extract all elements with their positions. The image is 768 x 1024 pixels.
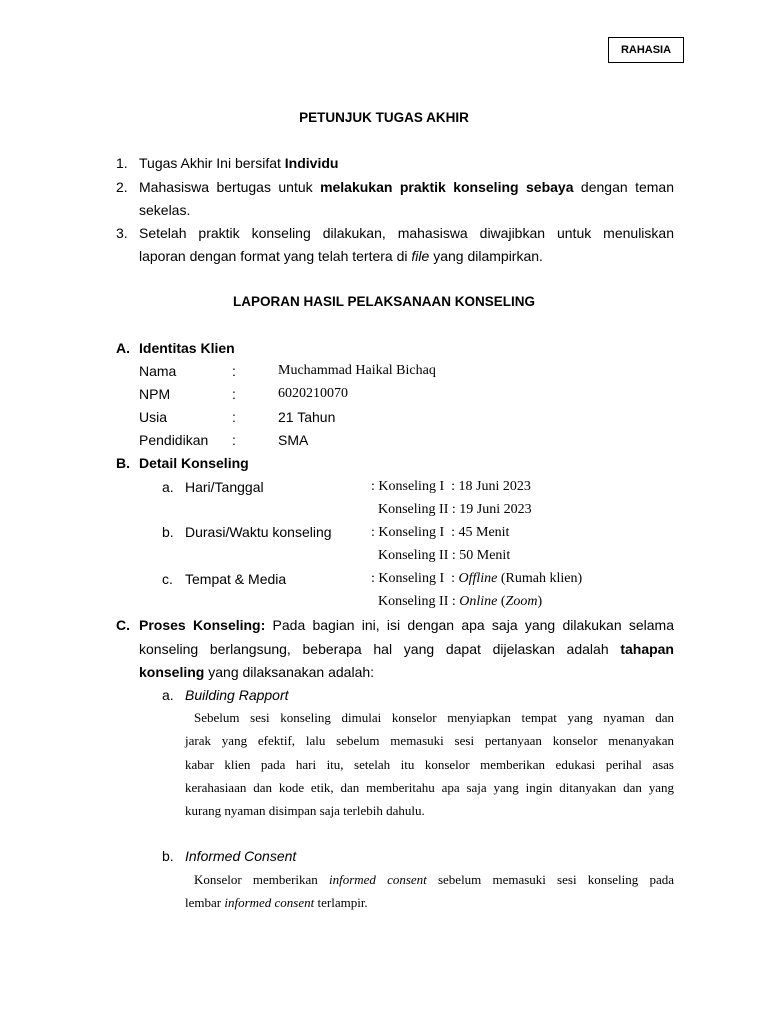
- section-b-label: B.: [116, 455, 130, 471]
- detail-key: Hari/Tanggal: [185, 479, 264, 495]
- list-number: 1.: [116, 155, 128, 171]
- detail-letter: c.: [162, 571, 173, 587]
- field-key: Nama: [139, 363, 177, 379]
- sub-title-building-rapport: Building Rapport: [185, 687, 289, 703]
- consent-text-line: lembar informed consent terlampir.: [185, 895, 368, 910]
- list-number: 3.: [116, 225, 128, 241]
- rapport-text-line: jarak yang efektif, lalu sebelum memasuki sesi pertanyaan konselor menanyakan: [185, 733, 674, 748]
- field-sep: :: [232, 432, 236, 448]
- instruction-item-2: Mahasiswa bertugas untuk melakukan praktik konseling sebaya dengan teman: [139, 179, 674, 195]
- rapport-text-line: kabar klien pada hari itu, setelah itu konselor memberikan edukasi perihal asas: [185, 757, 674, 772]
- rapport-text-line: kurang nyaman disimpan saja terlebih dahulu.: [185, 803, 425, 818]
- section-c-label: C.: [116, 617, 130, 633]
- instruction-item-3-cont: laporan dengan format yang telah tertera di file yang dilampirkan.: [139, 248, 543, 264]
- instruction-item-1: Tugas Akhir Ini bersifat Individu: [139, 155, 339, 171]
- sub-title-informed-consent: Informed Consent: [185, 848, 297, 864]
- list-number: 2.: [116, 179, 128, 195]
- section-b-title: Detail Konseling: [139, 455, 249, 471]
- field-sep: :: [232, 363, 236, 379]
- rapport-text-line: Sebelum sesi konseling dimulai konselor menyiapkan tempat yang nyaman dan: [194, 710, 674, 725]
- consent-text-line: Konselor memberikan informed consent sebelum memasuki sesi konseling pada: [194, 872, 674, 887]
- field-value-usia: 21 Tahun: [278, 409, 336, 425]
- confidential-badge: RAHASIA: [608, 37, 684, 63]
- detail-value: Konseling II : 50 Menit: [378, 548, 511, 563]
- field-value-nama: Muchammad Haikal Bichaq: [278, 363, 436, 378]
- section-c-intro-line2: konseling berlangsung, beberapa hal yang dapat dijelaskan adalah tahapan: [139, 641, 674, 657]
- field-sep: :: [232, 386, 236, 402]
- detail-letter: b.: [162, 524, 174, 540]
- detail-letter: a.: [162, 479, 174, 495]
- section-a-title: Identitas Klien: [139, 340, 235, 356]
- rapport-text-line: kerahasiaan dan kode etik, dan memberitahu apa saja yang ingin ditanyakan dan yang: [185, 780, 674, 795]
- section-a-label: A.: [116, 340, 130, 356]
- instruction-item-2-cont: sekelas.: [139, 202, 191, 218]
- report-title: LAPORAN HASIL PELAKSANAAN KONSELING: [232, 294, 536, 309]
- detail-value: : Konseling I : 18 Juni 2023: [371, 479, 531, 494]
- detail-key: Tempat & Media: [185, 571, 287, 587]
- instructions-title: PETUNJUK TUGAS AKHIR: [299, 110, 469, 125]
- sub-letter: a.: [162, 687, 174, 703]
- field-key: NPM: [139, 386, 171, 402]
- field-sep: :: [232, 409, 236, 425]
- section-c-intro-line3: konseling yang dilaksanakan adalah:: [139, 664, 375, 680]
- field-key: Usia: [139, 409, 168, 425]
- field-value-pendidikan: SMA: [278, 432, 309, 448]
- field-key: Pendidikan: [139, 432, 209, 448]
- sub-letter: b.: [162, 848, 174, 864]
- detail-key: Durasi/Waktu konseling: [185, 524, 332, 540]
- detail-value: : Konseling I : Offline (Rumah klien): [371, 571, 583, 586]
- detail-value: Konseling II : 19 Juni 2023: [378, 502, 532, 517]
- detail-value: Konseling II : Online (Zoom): [378, 594, 543, 609]
- detail-value: : Konseling I : 45 Menit: [371, 525, 510, 540]
- field-value-npm: 6020210070: [278, 386, 348, 401]
- instruction-item-3: Setelah praktik konseling dilakukan, mahasiswa diwajibkan untuk menuliskan: [139, 225, 674, 241]
- section-c-intro-line1: Proses Konseling: Pada bagian ini, isi dengan apa saja yang dilakukan selama: [139, 617, 674, 633]
